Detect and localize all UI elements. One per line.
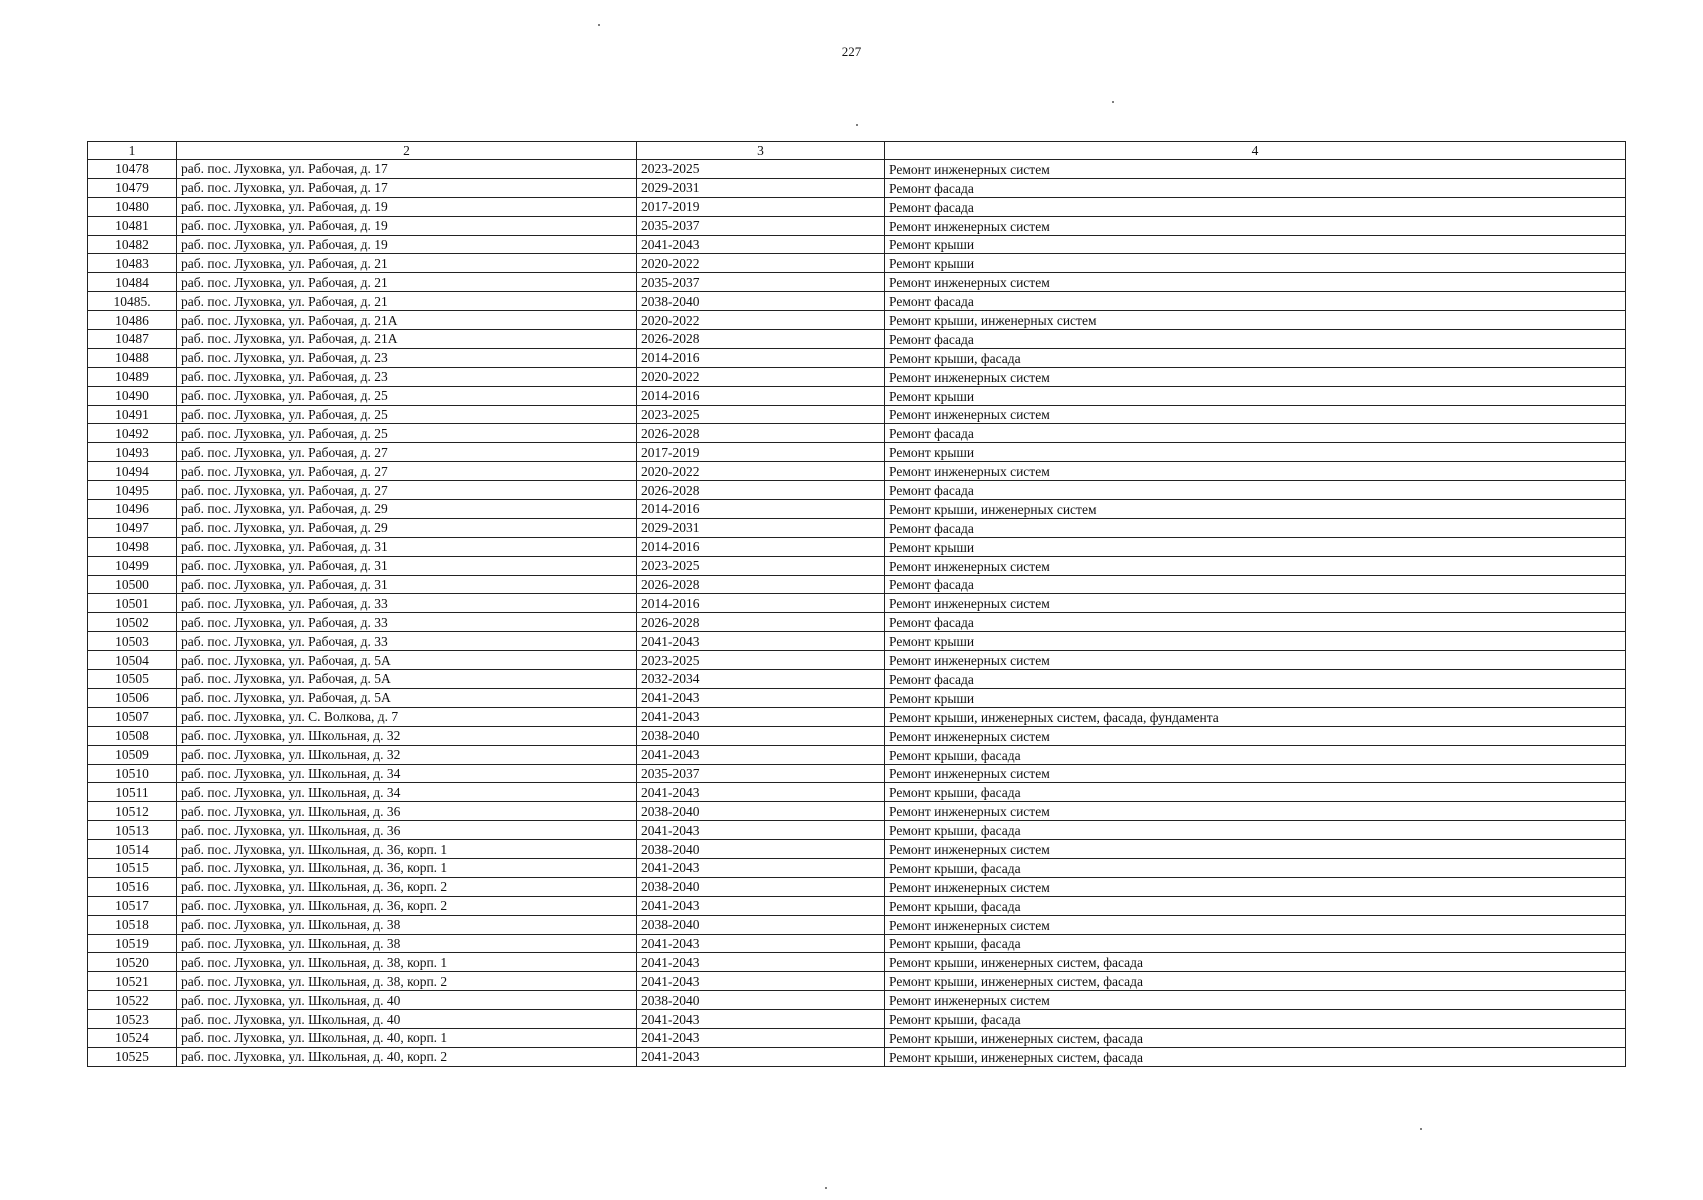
row-number: 10496 — [88, 500, 177, 519]
work-type-cell: Ремонт фасада — [885, 424, 1626, 443]
row-number: 10510 — [88, 764, 177, 783]
work-type-cell: Ремонт крыши, инженерных систем — [885, 500, 1626, 519]
header-cell-1: 1 — [88, 142, 177, 160]
row-number: 10480 — [88, 197, 177, 216]
period-cell: 2038-2040 — [637, 991, 885, 1010]
period-cell: 2014-2016 — [637, 386, 885, 405]
row-number: 10481 — [88, 216, 177, 235]
scan-speck — [1112, 101, 1114, 103]
table-row — [88, 651, 1626, 670]
period-cell: 2041-2043 — [637, 1028, 885, 1047]
table-row — [88, 594, 1626, 613]
table-row — [88, 1010, 1626, 1029]
work-type-cell: Ремонт крыши — [885, 386, 1626, 405]
table-row — [88, 311, 1626, 330]
row-number: 10520 — [88, 953, 177, 972]
period-cell: 2026-2028 — [637, 575, 885, 594]
address-cell: раб. пос. Луховка, ул. Рабочая, д. 31 — [177, 575, 637, 594]
period-cell: 2020-2022 — [637, 254, 885, 273]
row-number: 10497 — [88, 518, 177, 537]
table-row — [88, 537, 1626, 556]
table-row — [88, 745, 1626, 764]
row-number: 10511 — [88, 783, 177, 802]
scan-speck — [598, 24, 600, 26]
address-cell: раб. пос. Луховка, ул. С. Волкова, д. 7 — [177, 707, 637, 726]
work-type-cell: Ремонт инженерных систем — [885, 405, 1626, 424]
work-type-cell: Ремонт фасада — [885, 518, 1626, 537]
address-cell: раб. пос. Луховка, ул. Школьная, д. 32 — [177, 726, 637, 745]
work-type-cell: Ремонт инженерных систем — [885, 802, 1626, 821]
period-cell: 2029-2031 — [637, 178, 885, 197]
work-type-cell: Ремонт крыши — [885, 254, 1626, 273]
row-number: 10499 — [88, 556, 177, 575]
table-row — [88, 877, 1626, 896]
address-cell: раб. пос. Луховка, ул. Рабочая, д. 21А — [177, 330, 637, 349]
address-cell: раб. пос. Луховка, ул. Школьная, д. 34 — [177, 783, 637, 802]
work-type-cell: Ремонт крыши, фасада — [885, 1010, 1626, 1029]
table-row — [88, 764, 1626, 783]
work-type-cell: Ремонт инженерных систем — [885, 764, 1626, 783]
row-number: 10490 — [88, 386, 177, 405]
table-row — [88, 575, 1626, 594]
table-row — [88, 632, 1626, 651]
address-cell: раб. пос. Луховка, ул. Рабочая, д. 21А — [177, 311, 637, 330]
address-cell: раб. пос. Луховка, ул. Рабочая, д. 27 — [177, 481, 637, 500]
row-number: 10513 — [88, 821, 177, 840]
table-body — [88, 160, 1626, 1067]
address-cell: раб. пос. Луховка, ул. Рабочая, д. 25 — [177, 424, 637, 443]
row-number: 10502 — [88, 613, 177, 632]
row-number: 10494 — [88, 462, 177, 481]
period-cell: 2014-2016 — [637, 348, 885, 367]
period-cell: 2026-2028 — [637, 424, 885, 443]
row-number: 10504 — [88, 651, 177, 670]
address-cell: раб. пос. Луховка, ул. Рабочая, д. 19 — [177, 216, 637, 235]
period-cell: 2041-2043 — [637, 821, 885, 840]
work-type-cell: Ремонт инженерных систем — [885, 594, 1626, 613]
period-cell: 2038-2040 — [637, 877, 885, 896]
row-number: 10486 — [88, 311, 177, 330]
work-type-cell: Ремонт крыши, фасада — [885, 934, 1626, 953]
table-row — [88, 386, 1626, 405]
table-row — [88, 821, 1626, 840]
period-cell: 2035-2037 — [637, 216, 885, 235]
period-cell: 2041-2043 — [637, 953, 885, 972]
work-type-cell: Ремонт крыши, инженерных систем, фасада — [885, 953, 1626, 972]
work-type-cell: Ремонт инженерных систем — [885, 556, 1626, 575]
period-cell: 2038-2040 — [637, 292, 885, 311]
row-number: 10493 — [88, 443, 177, 462]
work-type-cell: Ремонт крыши — [885, 235, 1626, 254]
table-row — [88, 235, 1626, 254]
period-cell: 2017-2019 — [637, 197, 885, 216]
address-cell: раб. пос. Луховка, ул. Школьная, д. 40, корп. 2 — [177, 1047, 637, 1066]
row-number: 10522 — [88, 991, 177, 1010]
period-cell: 2038-2040 — [637, 802, 885, 821]
row-number: 10483 — [88, 254, 177, 273]
row-number: 10525 — [88, 1047, 177, 1066]
work-type-cell: Ремонт крыши, фасада — [885, 348, 1626, 367]
row-number: 10487 — [88, 330, 177, 349]
period-cell: 2038-2040 — [637, 915, 885, 934]
row-number: 10489 — [88, 367, 177, 386]
row-number: 10517 — [88, 896, 177, 915]
table-row — [88, 348, 1626, 367]
address-cell: раб. пос. Луховка, ул. Рабочая, д. 5А — [177, 651, 637, 670]
row-number: 10516 — [88, 877, 177, 896]
table-row — [88, 481, 1626, 500]
table-row — [88, 783, 1626, 802]
address-cell: раб. пос. Луховка, ул. Рабочая, д. 5А — [177, 670, 637, 689]
period-cell: 2041-2043 — [637, 972, 885, 991]
table-row — [88, 405, 1626, 424]
address-cell: раб. пос. Луховка, ул. Рабочая, д. 29 — [177, 500, 637, 519]
period-cell: 2041-2043 — [637, 858, 885, 877]
address-cell: раб. пос. Луховка, ул. Рабочая, д. 19 — [177, 235, 637, 254]
row-number: 10482 — [88, 235, 177, 254]
row-number: 10501 — [88, 594, 177, 613]
work-type-cell: Ремонт инженерных систем — [885, 160, 1626, 179]
address-cell: раб. пос. Луховка, ул. Рабочая, д. 21 — [177, 254, 637, 273]
row-number: 10515 — [88, 858, 177, 877]
period-cell: 2038-2040 — [637, 726, 885, 745]
table-row — [88, 500, 1626, 519]
period-cell: 2020-2022 — [637, 367, 885, 386]
address-cell: раб. пос. Луховка, ул. Рабочая, д. 25 — [177, 386, 637, 405]
address-cell: раб. пос. Луховка, ул. Рабочая, д. 33 — [177, 613, 637, 632]
table-row — [88, 197, 1626, 216]
page-number: 227 — [841, 44, 862, 59]
table-row — [88, 556, 1626, 575]
address-cell: раб. пос. Луховка, ул. Школьная, д. 36 — [177, 821, 637, 840]
address-cell: раб. пос. Луховка, ул. Рабочая, д. 23 — [177, 367, 637, 386]
address-cell: раб. пос. Луховка, ул. Школьная, д. 38, корп. 2 — [177, 972, 637, 991]
table-row — [88, 802, 1626, 821]
address-cell: раб. пос. Луховка, ул. Школьная, д. 40 — [177, 1010, 637, 1029]
table-row — [88, 953, 1626, 972]
table-row — [88, 726, 1626, 745]
period-cell: 2035-2037 — [637, 273, 885, 292]
work-type-cell: Ремонт крыши, инженерных систем, фасада — [885, 1047, 1626, 1066]
period-cell: 2023-2025 — [637, 405, 885, 424]
header-cell-2: 2 — [177, 142, 637, 160]
address-cell: раб. пос. Луховка, ул. Школьная, д. 38, корп. 1 — [177, 953, 637, 972]
work-type-cell: Ремонт фасада — [885, 330, 1626, 349]
address-cell: раб. пос. Луховка, ул. Школьная, д. 40, корп. 1 — [177, 1028, 637, 1047]
period-cell: 2023-2025 — [637, 556, 885, 575]
period-cell: 2023-2025 — [637, 651, 885, 670]
work-type-cell: Ремонт инженерных систем — [885, 840, 1626, 859]
address-cell: раб. пос. Луховка, ул. Рабочая, д. 31 — [177, 556, 637, 575]
table-row — [88, 707, 1626, 726]
work-type-cell: Ремонт фасада — [885, 197, 1626, 216]
table-row — [88, 858, 1626, 877]
address-cell: раб. пос. Луховка, ул. Школьная, д. 36, корп. 2 — [177, 877, 637, 896]
row-number: 10478 — [88, 160, 177, 179]
period-cell: 2020-2022 — [637, 462, 885, 481]
work-type-cell: Ремонт крыши — [885, 443, 1626, 462]
work-type-cell: Ремонт инженерных систем — [885, 726, 1626, 745]
work-type-cell: Ремонт инженерных систем — [885, 462, 1626, 481]
table-row — [88, 254, 1626, 273]
work-type-cell: Ремонт крыши, инженерных систем — [885, 311, 1626, 330]
address-cell: раб. пос. Луховка, ул. Школьная, д. 36, корп. 1 — [177, 840, 637, 859]
period-cell: 2041-2043 — [637, 632, 885, 651]
table-row — [88, 613, 1626, 632]
address-cell: раб. пос. Луховка, ул. Школьная, д. 38 — [177, 934, 637, 953]
row-number: 10491 — [88, 405, 177, 424]
row-number: 10519 — [88, 934, 177, 953]
registry-table — [87, 141, 1626, 1067]
table-row — [88, 688, 1626, 707]
scan-speck — [825, 1187, 827, 1189]
period-cell: 2026-2028 — [637, 481, 885, 500]
work-type-cell: Ремонт инженерных систем — [885, 915, 1626, 934]
row-number: 10495 — [88, 481, 177, 500]
table-row — [88, 367, 1626, 386]
row-number: 10509 — [88, 745, 177, 764]
address-cell: раб. пос. Луховка, ул. Рабочая, д. 23 — [177, 348, 637, 367]
work-type-cell: Ремонт крыши — [885, 537, 1626, 556]
period-cell: 2041-2043 — [637, 934, 885, 953]
period-cell: 2032-2034 — [637, 670, 885, 689]
period-cell: 2041-2043 — [637, 783, 885, 802]
address-cell: раб. пос. Луховка, ул. Рабочая, д. 33 — [177, 594, 637, 613]
period-cell: 2041-2043 — [637, 1010, 885, 1029]
period-cell: 2041-2043 — [637, 1047, 885, 1066]
table-row — [88, 160, 1626, 179]
work-type-cell: Ремонт крыши — [885, 632, 1626, 651]
table-row — [88, 934, 1626, 953]
period-cell: 2026-2028 — [637, 330, 885, 349]
work-type-cell: Ремонт крыши, инженерных систем, фасада — [885, 972, 1626, 991]
work-type-cell: Ремонт крыши, инженерных систем, фасада, фундамента — [885, 707, 1626, 726]
address-cell: раб. пос. Луховка, ул. Школьная, д. 36 — [177, 802, 637, 821]
work-type-cell: Ремонт крыши, фасада — [885, 783, 1626, 802]
row-number: 10485. — [88, 292, 177, 311]
scan-speck — [1420, 1128, 1422, 1130]
header-cell-4: 4 — [885, 142, 1626, 160]
row-number: 10514 — [88, 840, 177, 859]
table-row — [88, 915, 1626, 934]
scan-speck — [856, 124, 858, 126]
period-cell: 2017-2019 — [637, 443, 885, 462]
address-cell: раб. пос. Луховка, ул. Рабочая, д. 27 — [177, 443, 637, 462]
address-cell: раб. пос. Луховка, ул. Школьная, д. 40 — [177, 991, 637, 1010]
table-row — [88, 330, 1626, 349]
address-cell: раб. пос. Луховка, ул. Школьная, д. 32 — [177, 745, 637, 764]
address-cell: раб. пос. Луховка, ул. Рабочая, д. 27 — [177, 462, 637, 481]
address-cell: раб. пос. Луховка, ул. Школьная, д. 36, корп. 1 — [177, 858, 637, 877]
table-row — [88, 991, 1626, 1010]
address-cell: раб. пос. Луховка, ул. Рабочая, д. 21 — [177, 292, 637, 311]
row-number: 10508 — [88, 726, 177, 745]
row-number: 10488 — [88, 348, 177, 367]
period-cell: 2014-2016 — [637, 537, 885, 556]
work-type-cell: Ремонт крыши, фасада — [885, 896, 1626, 915]
period-cell: 2041-2043 — [637, 896, 885, 915]
work-type-cell: Ремонт крыши, фасада — [885, 821, 1626, 840]
period-cell: 2038-2040 — [637, 840, 885, 859]
header-cell-3: 3 — [637, 142, 885, 160]
work-type-cell: Ремонт фасада — [885, 481, 1626, 500]
period-cell: 2041-2043 — [637, 235, 885, 254]
header-row — [88, 142, 1626, 160]
period-cell: 2041-2043 — [637, 688, 885, 707]
row-number: 10498 — [88, 537, 177, 556]
table-row — [88, 518, 1626, 537]
work-type-cell: Ремонт инженерных систем — [885, 273, 1626, 292]
work-type-cell: Ремонт крыши — [885, 688, 1626, 707]
table-row — [88, 462, 1626, 481]
work-type-cell: Ремонт фасада — [885, 178, 1626, 197]
row-number: 10512 — [88, 802, 177, 821]
row-number: 10521 — [88, 972, 177, 991]
address-cell: раб. пос. Луховка, ул. Рабочая, д. 21 — [177, 273, 637, 292]
row-number: 10518 — [88, 915, 177, 934]
address-cell: раб. пос. Луховка, ул. Школьная, д. 34 — [177, 764, 637, 783]
work-type-cell: Ремонт крыши, инженерных систем, фасада — [885, 1028, 1626, 1047]
address-cell: раб. пос. Луховка, ул. Рабочая, д. 29 — [177, 518, 637, 537]
period-cell: 2023-2025 — [637, 160, 885, 179]
row-number: 10505 — [88, 670, 177, 689]
row-number: 10503 — [88, 632, 177, 651]
work-type-cell: Ремонт фасада — [885, 670, 1626, 689]
address-cell: раб. пос. Луховка, ул. Рабочая, д. 33 — [177, 632, 637, 651]
table-row — [88, 273, 1626, 292]
period-cell: 2035-2037 — [637, 764, 885, 783]
work-type-cell: Ремонт крыши, фасада — [885, 858, 1626, 877]
row-number: 10500 — [88, 575, 177, 594]
period-cell: 2014-2016 — [637, 594, 885, 613]
row-number: 10479 — [88, 178, 177, 197]
period-cell: 2041-2043 — [637, 745, 885, 764]
table-row — [88, 292, 1626, 311]
row-number: 10492 — [88, 424, 177, 443]
work-type-cell: Ремонт инженерных систем — [885, 877, 1626, 896]
address-cell: раб. пос. Луховка, ул. Школьная, д. 38 — [177, 915, 637, 934]
table-row — [88, 178, 1626, 197]
address-cell: раб. пос. Луховка, ул. Рабочая, д. 25 — [177, 405, 637, 424]
row-number: 10507 — [88, 707, 177, 726]
address-cell: раб. пос. Луховка, ул. Рабочая, д. 17 — [177, 160, 637, 179]
work-type-cell: Ремонт крыши, фасада — [885, 745, 1626, 764]
work-type-cell: Ремонт фасада — [885, 292, 1626, 311]
table-row — [88, 972, 1626, 991]
period-cell: 2029-2031 — [637, 518, 885, 537]
work-type-cell: Ремонт инженерных систем — [885, 651, 1626, 670]
address-cell: раб. пос. Луховка, ул. Рабочая, д. 31 — [177, 537, 637, 556]
row-number: 10524 — [88, 1028, 177, 1047]
row-number: 10506 — [88, 688, 177, 707]
table-row — [88, 1047, 1626, 1066]
work-type-cell: Ремонт инженерных систем — [885, 216, 1626, 235]
work-type-cell: Ремонт инженерных систем — [885, 991, 1626, 1010]
table-row — [88, 670, 1626, 689]
table-row — [88, 896, 1626, 915]
address-cell: раб. пос. Луховка, ул. Школьная, д. 36, корп. 2 — [177, 896, 637, 915]
period-cell: 2014-2016 — [637, 500, 885, 519]
table-row — [88, 1028, 1626, 1047]
table-row — [88, 216, 1626, 235]
address-cell: раб. пос. Луховка, ул. Рабочая, д. 5А — [177, 688, 637, 707]
row-number: 10484 — [88, 273, 177, 292]
table-row — [88, 443, 1626, 462]
table-row — [88, 840, 1626, 859]
period-cell: 2026-2028 — [637, 613, 885, 632]
work-type-cell: Ремонт фасада — [885, 613, 1626, 632]
row-number: 10523 — [88, 1010, 177, 1029]
work-type-cell: Ремонт фасада — [885, 575, 1626, 594]
period-cell: 2041-2043 — [637, 707, 885, 726]
work-type-cell: Ремонт инженерных систем — [885, 367, 1626, 386]
period-cell: 2020-2022 — [637, 311, 885, 330]
address-cell: раб. пос. Луховка, ул. Рабочая, д. 19 — [177, 197, 637, 216]
table-row — [88, 424, 1626, 443]
address-cell: раб. пос. Луховка, ул. Рабочая, д. 17 — [177, 178, 637, 197]
